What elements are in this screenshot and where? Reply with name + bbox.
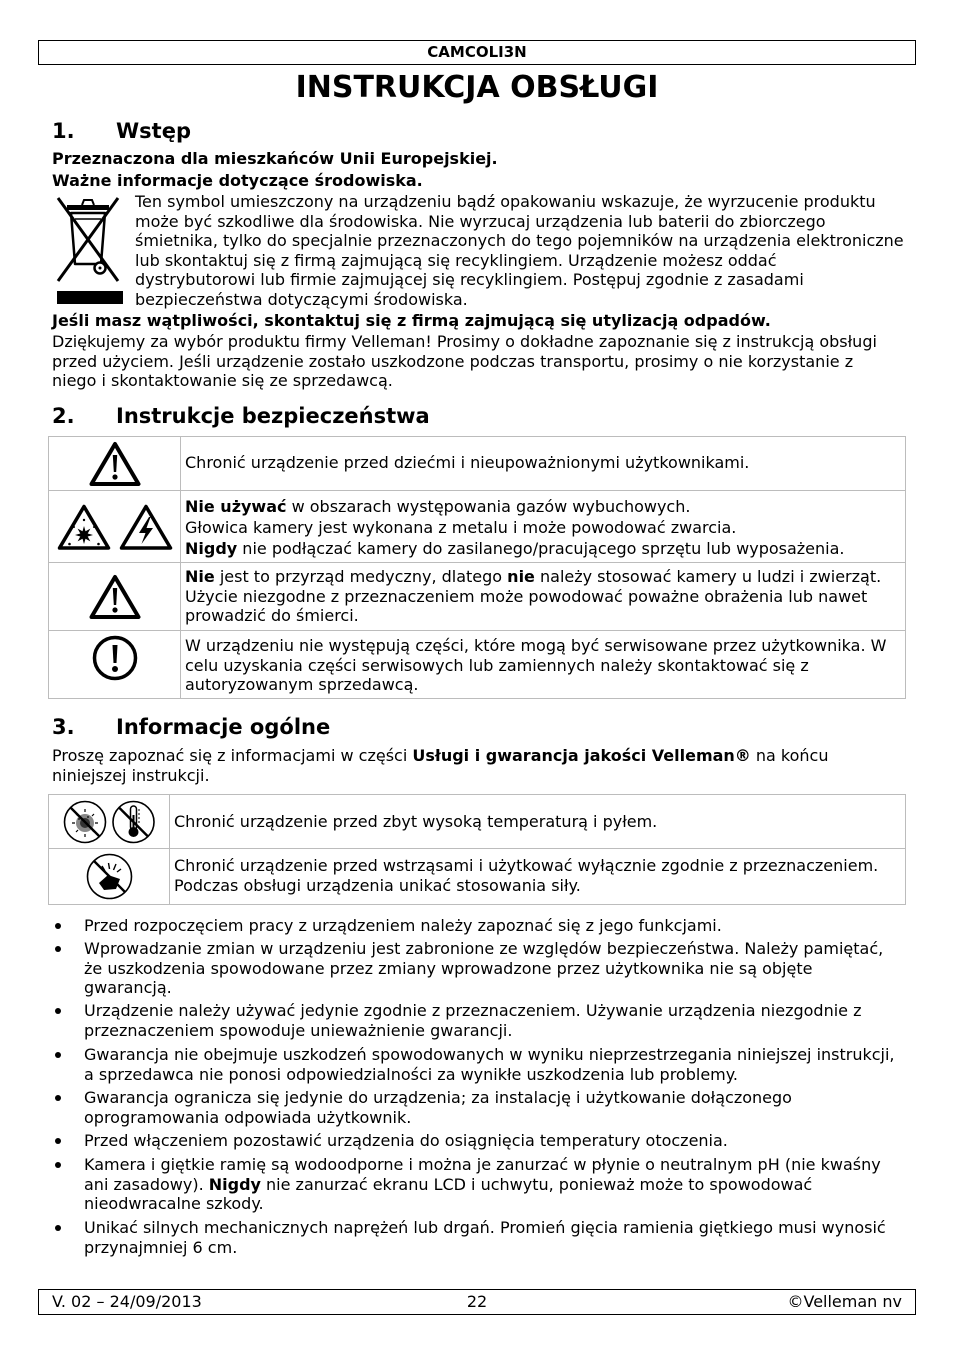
text-segment: należy stosować kamery u ludzi i zwierząt. (534, 567, 882, 587)
emphasis: nie (507, 567, 535, 587)
list-item (84, 916, 722, 936)
intro-line: niniejszej instrukcji. (52, 765, 210, 785)
section-heading: Wstęp (116, 119, 191, 143)
no-shock-icon (86, 853, 133, 900)
text-cell (181, 491, 905, 562)
thanks-line: Dziękujemy za wybór produktu firmy Velleman! Prosimy o dokładne zapoznanie się z instrukcją obsługi (52, 332, 877, 352)
bullet-marker (55, 1138, 61, 1144)
safety-table (48, 436, 906, 699)
list-item (84, 1155, 881, 1214)
emphasis: Nie (185, 567, 215, 587)
section-heading: Instrukcje bezpieczeństwa (116, 404, 430, 428)
list-item-line: oprogramowania odpowiada użytkownik. (84, 1107, 412, 1127)
emphasis: Nigdy (208, 1174, 261, 1194)
safety-text-line: Głowica kamery jest wykonana z metalu i może powodować zwarcia. (185, 517, 737, 537)
bullet-marker (55, 1052, 61, 1058)
list-item (84, 1045, 895, 1084)
general-text-line: Podczas obsługi urządzenia unikać stosowania siły. (174, 875, 581, 895)
icon-cell (49, 795, 170, 848)
general-text-line: Chronić urządzenie przed wstrząsami i użytkować wyłącznie zgodnie z przeznaczeniem. (174, 856, 879, 876)
text-segment: Proszę zapoznać się z informacjami w części (52, 746, 413, 766)
exclamation-circle-icon (92, 635, 138, 681)
explosive-hazard-icon (57, 503, 111, 551)
table-row (49, 631, 905, 698)
text-segment: ani zasadowy). (84, 1174, 209, 1194)
doubt-notice: Jeśli masz wątpliwości, skontaktuj się z firmą zajmującą się utylizacją odpadów. (52, 311, 771, 331)
bullet-marker (55, 923, 61, 929)
safety-text-line: prowadzić do śmierci. (185, 606, 359, 626)
bullet-marker (55, 946, 61, 952)
list-item-line: nieodwracalne szkody. (84, 1194, 264, 1214)
list-item (84, 1218, 886, 1257)
weee-text-line: lub skontaktuj się z firmą zajmującą się recyklingiem. Urządzenie możesz oddać (135, 250, 777, 270)
icon-cell (49, 849, 170, 904)
emphasis: Nigdy (185, 538, 238, 558)
icon-cell (49, 437, 181, 490)
safety-text-line (185, 567, 881, 587)
high-voltage-icon (119, 503, 173, 551)
list-item (84, 1131, 728, 1151)
no-high-temperature-icon (111, 800, 156, 844)
list-item-line: Przed rozpoczęciem pracy z urządzeniem należy zapoznać się z jego funkcjami. (84, 916, 722, 936)
list-item-line (84, 1175, 881, 1195)
safety-text-line (185, 538, 845, 559)
no-dust-icon (63, 800, 107, 844)
bullet-marker (55, 1008, 61, 1014)
text-cell (181, 631, 905, 698)
emphasis: Nie używać (185, 496, 287, 516)
list-item (84, 1001, 861, 1040)
section-number: 1. (52, 119, 75, 143)
list-item-line: Unikać silnych mechanicznych naprężeń lub drgań. Promień gięcia ramienia giętkiego musi wynosić (84, 1218, 886, 1238)
icon-cell (49, 631, 181, 698)
thanks-line: niego i skontaktowanie się ze sprzedawcą. (52, 371, 393, 391)
list-item-line: gwarancją. (84, 978, 172, 998)
section-heading: Informacje ogólne (116, 715, 331, 739)
weee-text (135, 192, 904, 309)
general-table (48, 794, 906, 905)
general-text-line: Chronić urządzenie przed zbyt wysoką temperaturą i pyłem. (174, 812, 658, 832)
table-row (49, 491, 905, 563)
table-row (49, 563, 905, 631)
page-title: INSTRUKCJA OBSŁUGI (295, 70, 659, 105)
list-item-line: Urządzenie należy używać jedynie zgodnie z przeznaczeniem. Używanie urządzenia niezgodnie z (84, 1001, 862, 1021)
general-intro (52, 746, 828, 785)
icon-cell (49, 563, 181, 630)
footer-box (38, 1289, 916, 1315)
weee-text-line: może być szkodliwe dla środowiska. Nie wyrzucaj urządzenia lub baterii do zbiorczego (135, 211, 826, 231)
header-box (38, 40, 916, 65)
text-segment: na końcu (750, 746, 829, 766)
intro-line (52, 746, 828, 766)
bullet-marker (55, 1162, 61, 1168)
text-segment: jest to przyrząd medyczny, dlatego (214, 567, 508, 587)
table-row (49, 437, 905, 491)
text-cell (181, 563, 905, 630)
text-segment: nie zanurzać ekranu LCD i uchwytu, ponieważ może to spowodować (260, 1174, 813, 1194)
icon-cell (49, 491, 181, 562)
weee-crossed-bin-icon (53, 193, 123, 305)
list-item-line: że uszkodzenia spowodowane przez zmiany wprowadzone przez użytkownika nie są objęte (84, 958, 813, 978)
section-number: 2. (52, 404, 75, 428)
eu-notice: Przeznaczona dla mieszkańców Unii Europejskiej. (52, 149, 498, 169)
text-segment: w obszarach występowania gazów wybuchowych. (286, 496, 691, 516)
safety-text-line: celu uzyskania części serwisowych lub zamiennych należy skontaktować się z (185, 655, 809, 675)
model-code: CAMCOLI3N (427, 43, 527, 61)
safety-text-line: W urządzeniu nie występują części, które mogą być serwisowane przez użytkownika. W (185, 636, 887, 656)
text-cell (170, 849, 905, 904)
emphasis: Usługi i gwarancja jakości Velleman® (412, 746, 751, 766)
copyright: ©Velleman nv (787, 1292, 902, 1311)
table-row (49, 849, 905, 904)
list-item-line: Gwarancja ogranicza się jedynie do urządzenia; za instalację i użytkowanie dołączonego (84, 1088, 792, 1108)
list-item-line: przeznaczeniem spowoduje unieważnienie gwarancji. (84, 1020, 513, 1040)
weee-text-line: Ten symbol umieszczony na urządzeniu bądź opakowaniu wskazuje, że wyrzucenie produktu (135, 192, 876, 212)
bullet-marker (55, 1095, 61, 1101)
weee-text-line: bezpieczeństwa dotyczącymi środowiska. (135, 289, 468, 309)
text-segment: nie podłączać kamery do zasilanego/pracującego sprzętu lub wyposażenia. (237, 538, 845, 558)
list-item-line: Przed włączeniem pozostawić urządzenia do osiągnięcia temperatury otoczenia. (84, 1131, 728, 1151)
text-cell (181, 437, 905, 490)
safety-text-line (185, 496, 845, 517)
section-number: 3. (52, 715, 75, 739)
list-item-line: Gwarancja nie obejmuje uszkodzeń spowodowanych w wyniku nieprzestrzegania niniejszej instrukcji, (84, 1045, 895, 1065)
page-number: 22 (466, 1292, 488, 1311)
table-row (49, 795, 905, 849)
thanks-line: przed użyciem. Jeśli urządzenie zostało uszkodzone podczas transportu, prosimy o nie korzystanie z (52, 351, 854, 371)
text-cell (170, 795, 905, 848)
version-date: V. 02 – 24/09/2013 (52, 1292, 202, 1311)
list-item (84, 939, 883, 998)
weee-text-line: dystrybutorowi lub firmie zajmującej się recyklingiem. Postępuj zgodnie z zasadami (135, 270, 804, 290)
list-item-line: a sprzedawca nie ponosi odpowiedzialności za wynikłe uszkodzenia lub problemy. (84, 1064, 739, 1084)
safety-text-line: Użycie niezgodne z przeznaczeniem może powodować poważne obrażenia lub nawet (185, 586, 868, 606)
warning-triangle-icon (89, 574, 141, 620)
warning-triangle-icon (89, 441, 141, 487)
list-item (84, 1088, 792, 1127)
list-item-line: przynajmniej 6 cm. (84, 1237, 238, 1257)
bullet-marker (55, 1225, 61, 1231)
list-item-line: Wprowadzanie zmian w urządzeniu jest zabronione ze względów bezpieczeństwa. Należy pamiętać, (84, 939, 884, 959)
thanks-paragraph (52, 332, 877, 391)
safety-text-line: Chronić urządzenie przed dziećmi i nieupoważnionymi użytkownikami. (185, 453, 750, 473)
environment-heading: Ważne informacje dotyczące środowiska. (52, 171, 423, 191)
safety-text-line: autoryzowanym sprzedawcą. (185, 675, 419, 695)
weee-text-line: śmietnika, tylko do specjalnie przeznaczonych do tego pojemników na urządzenia elektroniczne (135, 231, 904, 251)
list-item-line: Kamera i giętkie ramię są wodoodporne i można je zanurzać w płynie o neutralnym pH (nie kwaśny (84, 1155, 881, 1175)
